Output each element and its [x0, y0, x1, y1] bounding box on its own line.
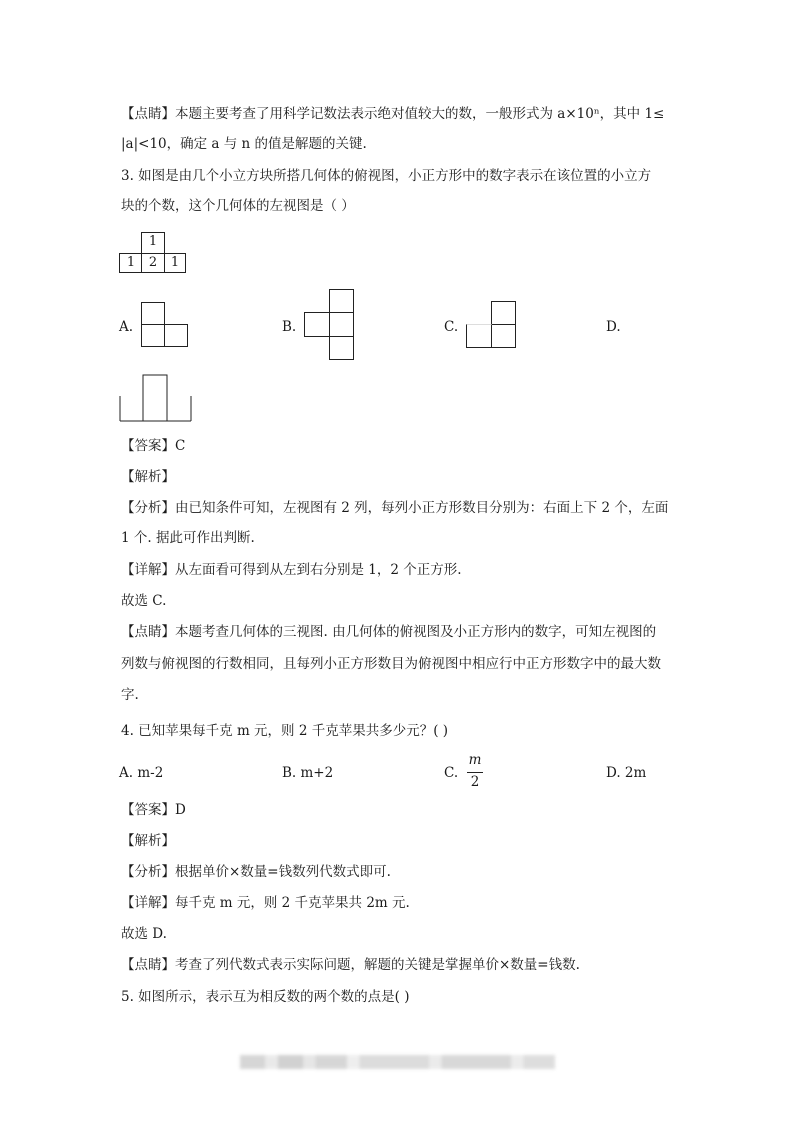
footer-watermark: [240, 1055, 555, 1069]
q3-analysis-heading: 【解析】: [121, 469, 175, 485]
q3-xiangjie: 【详解】从左面看可得到从左到右分别是 1，2 个正方形.: [121, 562, 462, 578]
q3-option-d-figure: [119, 374, 193, 422]
q3-option-a-label: A.: [119, 319, 134, 335]
q3-option-d-label: D.: [606, 319, 621, 335]
q3-fenxi-line-2: 1 个. 据此可作出判断.: [121, 530, 255, 546]
q3-guxuan: 故选 C.: [121, 593, 167, 609]
grid-num-right: 1: [170, 255, 180, 270]
q4-stem: 4. 已知苹果每千克 m 元，则 2 千克苹果共多少元？( ): [121, 723, 449, 739]
grid-num-center: 2: [148, 255, 158, 270]
q4-guxuan: 故选 D.: [121, 926, 167, 942]
fraction-denominator: 2: [470, 774, 480, 790]
q4-option-c-label: C.: [444, 765, 459, 781]
q4-option-d: D. 2m: [606, 765, 647, 781]
q3-option-c-label: C.: [444, 319, 459, 335]
q4-fenxi: 【分析】根据单价×数量=钱数列代数式即可.: [121, 864, 391, 880]
q5-stem: 5. 如图所示，表示互为相反数的两个数的点是( ): [121, 989, 410, 1005]
q4-option-a: A. m-2: [119, 765, 164, 781]
grid-num-left: 1: [126, 255, 136, 270]
fraction-bar: [467, 772, 483, 773]
fraction-numerator: m: [468, 752, 482, 768]
dianjing-prev-line-2: |a|<10，确定 a 与 n 的值是解题的关键.: [121, 136, 367, 152]
q3-stem-line-2: 块的个数，这个几何体的左视图是（ ）: [121, 198, 355, 214]
q3-option-b-label: B.: [282, 319, 297, 335]
q4-xiangjie: 【详解】每千克 m 元，则 2 千克苹果共 2m 元.: [121, 895, 410, 911]
q3-answer: 【答案】C: [121, 438, 186, 454]
q3-dianjing-line-3: 字.: [121, 687, 139, 703]
q4-answer: 【答案】D: [121, 802, 186, 818]
q3-dianjing-line-1: 【点睛】本题考查几何体的三视图. 由几何体的俯视图及小正方形内的数字，可知左视图的: [121, 624, 657, 640]
q3-stem-line-1: 3. 如图是由几个小立方块所搭几何体的俯视图，小正方形中的数字表示在该位置的小立方: [121, 168, 652, 184]
q3-dianjing-line-2: 列数与俯视图的行数相同，且每列小正方形数目为俯视图中相应行中正方形数字中的最大数: [121, 656, 661, 672]
dianjing-prev-line-1: 【点睛】本题主要考查了用科学记数法表示绝对值较大的数，一般形式为 a×10ⁿ，其中 1≤: [121, 106, 665, 122]
grid-num-top: 1: [148, 234, 158, 249]
q4-analysis-heading: 【解析】: [121, 833, 175, 849]
q4-dianjing: 【点睛】考查了列代数式表示实际问题，解题的关键是掌握单价×数量=钱数.: [121, 957, 580, 973]
q4-option-b: B. m+2: [282, 765, 334, 781]
q3-fenxi-line-1: 【分析】由已知条件可知，左视图有 2 列，每列小正方形数目分别为：右面上下 2 个，左面: [121, 500, 669, 516]
